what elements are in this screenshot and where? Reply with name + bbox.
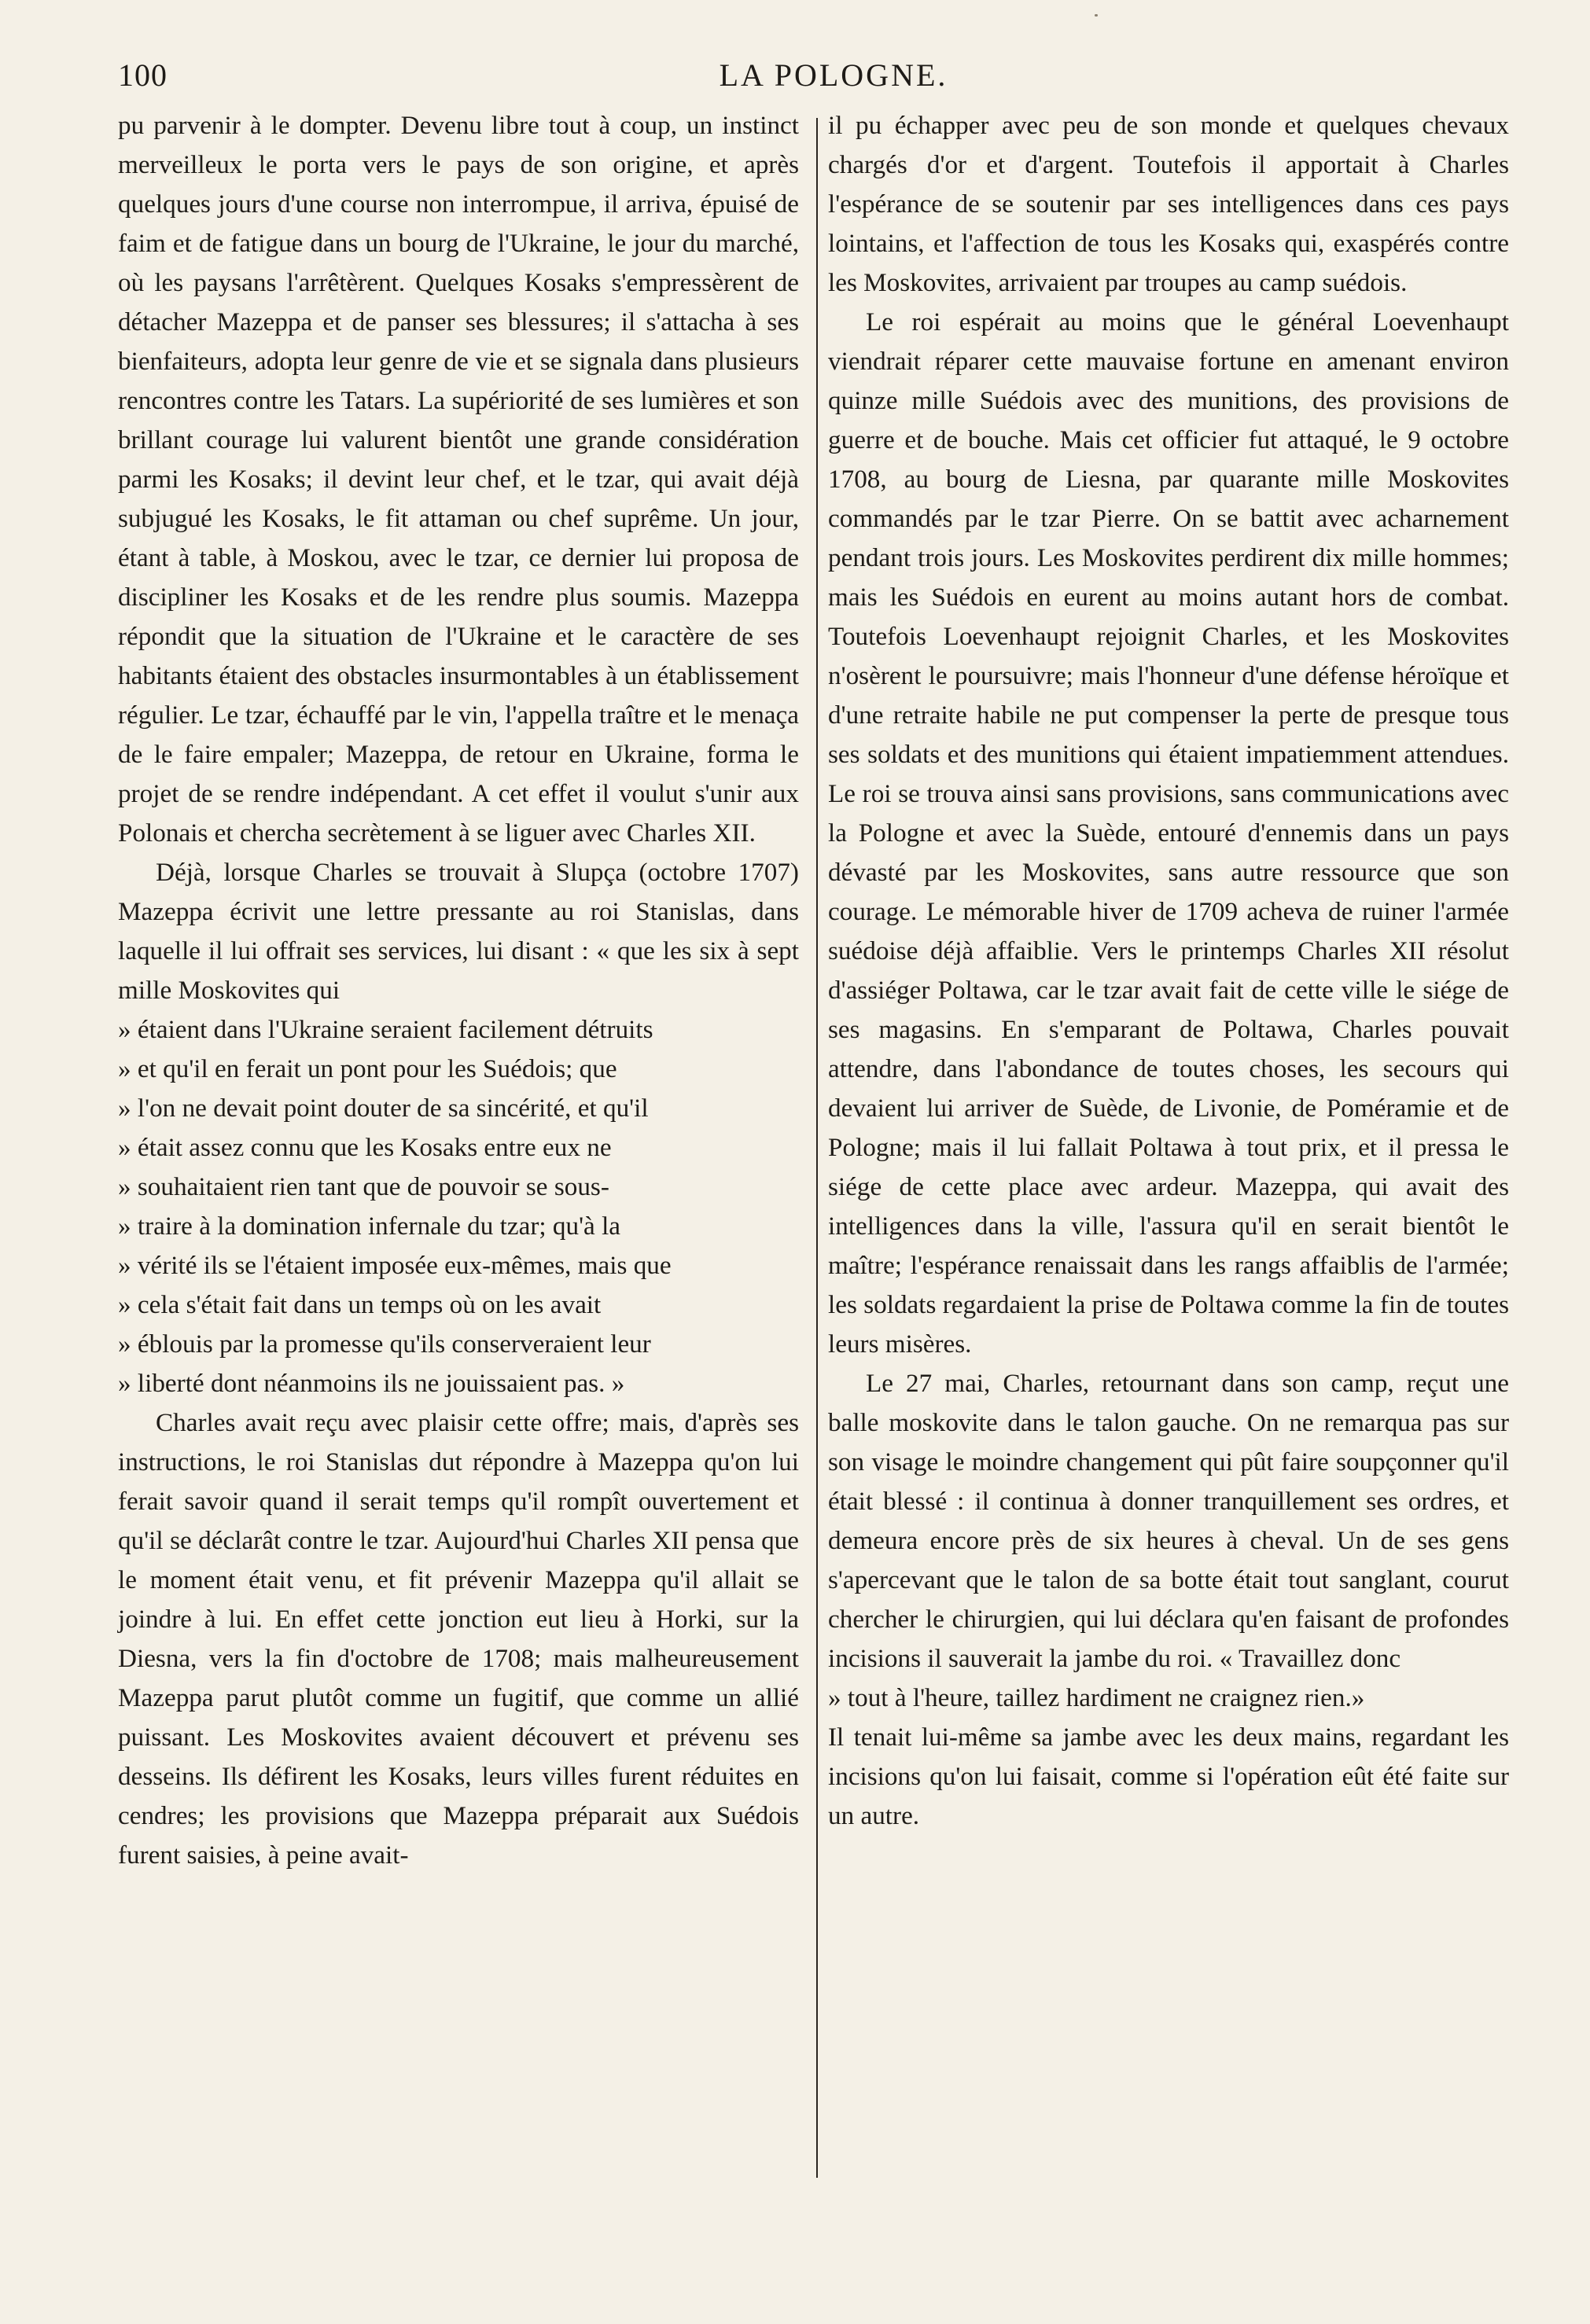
running-title: LA POLOGNE. bbox=[719, 57, 948, 93]
quote-line: » était assez connu que les Kosaks entre eux ne bbox=[118, 1133, 612, 1162]
paragraph: Charles avait reçu avec plaisir cette offre; mais, d'après ses instructions, le roi Stanislas dut répondre à Mazeppa qu'on lui ferait savoir quand il serait temps qu'il rompît ouvertement et qu'il se déclarât contre le tzar. Aujourd'hui Charles XII pensa que le moment était venu, et fit prévenir Mazeppa qu'il allait se joindre à lui. En effet cette jonction eut lieu à Horki, sur la Diesna, vers la fin d'octobre de 1708; mais malheureusement Mazeppa parut plutôt comme un fugitif, que comme un allié puissant. Les Moskovites avaient découvert et prévenu ses desseins. Ils défirent les Kosaks, leurs villes furent réduites en cendres; les provisions que Mazeppa préparait aux Suédois furent saisies, à peine avait- bbox=[118, 1408, 799, 1870]
paragraph: pu parvenir à le dompter. Devenu libre tout à coup, un instinct merveilleux le porta vers le pays de son origine, et après quelques jours d'une course non interrompue, il arriva, épuisé de faim et de fatigue dans un bourg de l'Ukraine, le jour du marché, où les paysans l'arrêtèrent. Quelques Kosaks s'empressèrent de détacher Mazeppa et de panser ses blessures; il s'attacha à ses bienfaiteurs, adopta leur genre de vie et se signala dans plusieurs rencontres contre les Tatars. La supériorité de ses lumières et son brillant courage lui valurent bientôt une grande considération parmi les Kosaks; il devint leur chef, et le tzar, qui avait déjà subjugué les Kosaks, le fit attaman ou chef suprême. Un jour, étant à table, à Moskou, avec le tzar, ce dernier lui proposa de discipliner les Kosaks et de les rendre plus soumis. Mazeppa répondit que la situation de l'Ukraine et le caractère de ses habitants étaient des obstacles insurmontables à un établissement régulier. Le tzar, échauffé par le vin, l'appella traître et le menaça de le faire empaler; Mazeppa, de retour en Ukraine, forma le projet de se rendre indépendant. A cet effet il voulut s'unir aux Polonais et chercha secrètement à se liguer avec Charles XII. bbox=[118, 111, 799, 848]
quote-line: » étaient dans l'Ukraine seraient facilement détruits bbox=[118, 1015, 653, 1044]
quote-line: » souhaitaient rien tant que de pouvoir se sous- bbox=[118, 1172, 609, 1201]
paragraph: Le 27 mai, Charles, retournant dans son camp, reçut une balle moskovite dans le talon gauche. On ne remarqua pas sur son visage le moindre changement qui pût faire soupçonner qu'il était blessé : il continua à donner tranquillement ses ordres, et demeura encore près de six heures à cheval. Un de ses gens s'apercevant que le talon de sa botte était tout sanglant, courut chercher le chirurgien, qui lui déclara qu'en faisant de profondes incisions il sauverait la jambe du roi. « Travaillez donc bbox=[828, 1369, 1509, 1673]
quote-line: » liberté dont néanmoins ils ne jouissaient pas. » bbox=[118, 1369, 625, 1398]
right-column bbox=[828, 106, 1509, 1836]
page-header bbox=[118, 49, 1549, 96]
left-column bbox=[118, 106, 799, 1875]
quote-line: » et qu'il en ferait un pont pour les Suédois; que bbox=[118, 1054, 617, 1083]
quote-line: » cela s'était fait dans un temps où on les avait bbox=[118, 1290, 602, 1319]
column-divider bbox=[816, 118, 818, 2178]
paper-speck bbox=[1095, 14, 1098, 17]
paragraph: Il tenait lui-même sa jambe avec les deux mains, regardant les incisions qu'on lui faisait, comme si l'opération eût été faite sur un autre. bbox=[828, 1723, 1509, 1830]
quote-line: » traire à la domination infernale du tzar; qu'à la bbox=[118, 1212, 621, 1241]
quote-line: » l'on ne devait point douter de sa sincérité, et qu'il bbox=[118, 1094, 649, 1123]
quote-line: » éblouis par la promesse qu'ils conserveraient leur bbox=[118, 1329, 651, 1359]
paragraph: Déjà, lorsque Charles se trouvait à Slupça (octobre 1707) Mazeppa écrivit une lettre pressante au roi Stanislas, dans laquelle il lui offrait ses services, lui disant : « que les six à sept mille Moskovites qui bbox=[118, 858, 799, 1005]
quote-line: » vérité ils se l'étaient imposée eux-mêmes, mais que bbox=[118, 1251, 672, 1280]
paragraph: Le roi espérait au moins que le général Loevenhaupt viendrait réparer cette mauvaise fortune en amenant environ quinze mille Suédois avec des munitions, des provisions de guerre et de bouche. Mais cet officier fut attaqué, le 9 octobre 1708, au bourg de Liesna, par quarante mille Moskovites commandés par le tzar Pierre. On se battit avec acharnement pendant trois jours. Les Moskovites perdirent dix mille hommes; mais les Suédois en eurent au moins autant hors de combat. Toutefois Loevenhaupt rejoignit Charles, et les Moskovites n'osèrent le poursuivre; mais l'honneur d'une défense héroïque et d'une retraite habile ne put compenser la perte de presque tous ses soldats et des munitions qui étaient impatiemment attendues. Le roi se trouva ainsi sans provisions, sans communications avec la Pologne et avec la Suède, entouré d'ennemis dans un pays dévasté par les Moskovites, sans autre ressource que son courage. Le mémorable hiver de 1709 acheva de ruiner l'armée suédoise déjà affaiblie. Vers le printemps Charles XII résolut d'assiéger Poltawa, car le tzar avait fait de cette ville le siége de ses magasins. En s'emparant de Poltawa, Charles pouvait attendre, dans l'abondance de toutes choses, les secours qui devaient lui arriver de Suède, de Livonie, de Poméramie et de Pologne; mais il lui fallait Poltawa à tout prix, et il pressa le siége de cette place avec ardeur. Mazeppa, qui avait des intelligences dans la ville, l'assura qu'il en serait bientôt le maître; l'espérance renaissait dans les rangs affaiblis de l'armée; les soldats regardaient la prise de Poltawa comme la fin de toutes leurs misères. bbox=[828, 307, 1509, 1359]
quote-line: » tout à l'heure, taillez hardiment ne craignez rien.» bbox=[828, 1683, 1365, 1712]
paragraph: il pu échapper avec peu de son monde et quelques chevaux chargés d'or et d'argent. Toutefois il apportait à Charles l'espérance de se soutenir par ses intelligences dans ces pays lointains, et l'affection de tous les Kosaks qui, exaspérés contre les Moskovites, arrivaient par troupes au camp suédois. bbox=[828, 111, 1509, 297]
page-number: 100 bbox=[118, 57, 167, 93]
